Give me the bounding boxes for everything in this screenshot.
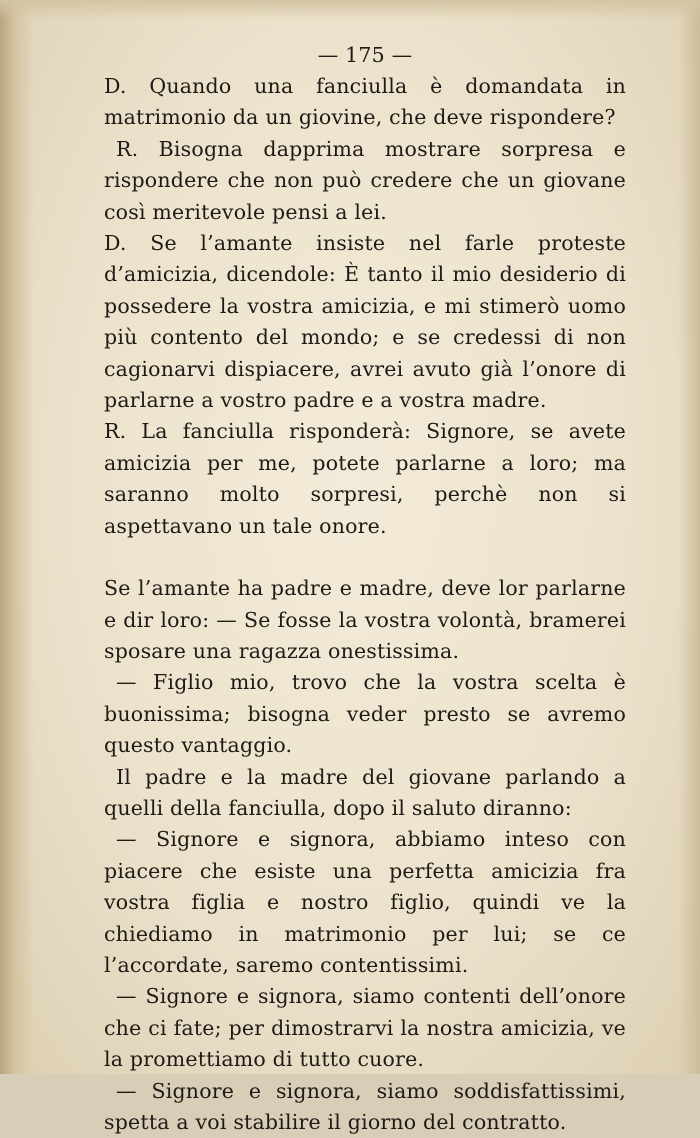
paragraph: R. Bisogna dapprima mostrare sorpresa e rispondere che non può credere che un giovane così meritevole pensi a lei. bbox=[104, 136, 626, 224]
paragraph: — Signore e signora, siamo soddisfattissimi, spetta a voi stabilire il giorno del contratto. bbox=[104, 1078, 626, 1134]
paragraph: Se l’amante ha padre e madre, deve lor parlarne e dir loro: — Se fosse la vostra volontà, bramerei sposare una ragazza onestissima. bbox=[104, 576, 626, 663]
page-text-block bbox=[104, 40, 626, 1138]
page-number: — 175 — bbox=[317, 43, 413, 67]
page-left-edge-shadow bbox=[0, 0, 34, 1074]
paragraph: R. La fanciulla risponderà: Signore, se avete amicizia per me, potete parlarne a loro; ma saranno molto sorpresi, perchè non si aspettavano un tale onore. bbox=[104, 419, 626, 538]
page-top-edge-shadow bbox=[0, 0, 700, 20]
page-right-edge-shadow bbox=[678, 0, 700, 1074]
paragraph: — Signore e signora, abbiamo inteso con piacere che esiste una perfetta amicizia fra vostra figlia e nostro figlio, quindi ve la chiediamo in matrimonio per lui; se ce l’accordate, saremo contentissimi. bbox=[104, 827, 626, 977]
paragraph: — Signore e signora, siamo contenti dell’onore che ci fate; per dimostrarvi la nostra amicizia, ve la promettiamo di tutto cuore. bbox=[104, 984, 626, 1072]
paragraph: — Figlio mio, trovo che la vostra scelta è buonissima; bisogna veder presto se avremo questo vantaggio. bbox=[104, 670, 626, 758]
paragraph: D. Quando una fanciulla è domandata in matrimonio da un giovine, che deve rispondere? bbox=[104, 74, 626, 130]
paragraph: D. Se l’amante insiste nel farle proteste d’amicizia, dicendole: È tanto il mio desiderio di possedere la vostra amicizia, e mi stimerò uomo più contento del mondo; e se credessi di non cagionarvi dispiacere, avrei avuto già l’onore di parlarne a vostro padre e a vostra madre. bbox=[104, 231, 626, 413]
paragraph: Il padre e la madre del giovane parlando a quelli della fanciulla, dopo il saluto diranno: bbox=[104, 764, 626, 820]
